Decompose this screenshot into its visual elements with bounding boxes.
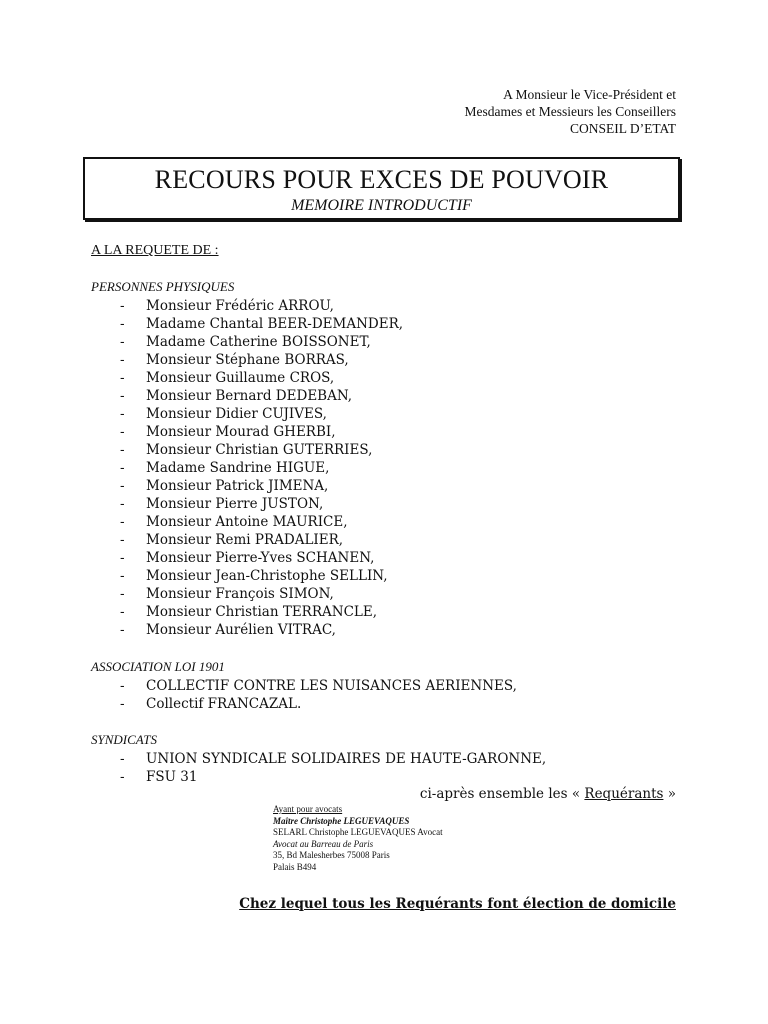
requete-label: A LA REQUETE DE : — [91, 243, 219, 258]
list-item: - Madame Catherine BOISSONET, — [120, 334, 371, 350]
association-list — [120, 677, 517, 713]
list-item: - Monsieur Remi PRADALIER, — [120, 532, 344, 548]
list-item: - Monsieur Christian TERRANCLE, — [120, 604, 378, 620]
list-item: - Monsieur Pierre JUSTON, — [120, 496, 324, 512]
list-item: - FSU 31 — [120, 769, 198, 785]
personnes-list — [120, 297, 403, 639]
election-domicile: Chez lequel tous les Requérants font élection de domicile — [239, 896, 676, 912]
address-line: A Monsieur le Vice-Président et — [503, 87, 676, 102]
section-heading-association: ASSOCIATION LOI 1901 — [91, 659, 225, 674]
requerants-definition: ci-après ensemble les « Requérants » — [419, 786, 676, 802]
list-item: - Collectif FRANCAZAL. — [120, 696, 302, 712]
avocats-block — [273, 804, 443, 873]
list-item: - COLLECTIF CONTRE LES NUISANCES AERIENNES, — [120, 678, 517, 694]
document-title: RECOURS POUR EXCES DE POUVOIR — [154, 165, 609, 194]
list-item: - Monsieur Guillaume CROS, — [120, 370, 335, 386]
list-item: - Monsieur François SIMON, — [120, 586, 334, 602]
document-subtitle: MEMOIRE INTRODUCTIF — [291, 197, 472, 214]
list-item: - Madame Chantal BEER-DEMANDER, — [120, 316, 404, 332]
list-item: - Monsieur Frédéric ARROU, — [120, 298, 334, 314]
avocat-palais: Palais B494 — [273, 861, 317, 872]
avocat-address: 35, Bd Malesherbes 75008 Paris — [273, 850, 390, 860]
list-item: - Monsieur Didier CUJIVES, — [120, 406, 327, 422]
list-item: - Monsieur Aurélien VITRAC, — [120, 622, 336, 638]
syndicats-list — [120, 750, 546, 786]
list-item: - Monsieur Pierre-Yves SCHANEN, — [120, 550, 375, 566]
list-item: - Monsieur Patrick JIMENA, — [120, 478, 329, 494]
list-item: - Monsieur Antoine MAURICE, — [120, 514, 348, 530]
avocat-firm: SELARL Christophe LEGUEVAQUES Avocat — [273, 827, 443, 837]
title-box — [83, 157, 680, 220]
section-heading-personnes: PERSONNES PHYSIQUES — [91, 279, 235, 294]
avocats-label: Ayant pour avocats — [273, 804, 343, 814]
list-item: - UNION SYNDICALE SOLIDAIRES DE HAUTE-GARONNE, — [120, 751, 547, 767]
list-item: - Monsieur Mourad GHERBI, — [120, 424, 336, 440]
requerants-term: Requérants — [584, 786, 664, 802]
address-line: CONSEIL D’ETAT — [569, 121, 676, 136]
list-item: - Monsieur Stéphane BORRAS, — [120, 352, 349, 368]
section-heading-syndicats: SYNDICATS — [91, 732, 157, 747]
list-item: - Monsieur Bernard DEDEBAN, — [120, 388, 353, 404]
list-item: - Madame Sandrine HIGUE, — [120, 460, 330, 476]
avocat-name: Maître Christophe LEGUEVAQUES — [273, 815, 410, 826]
avocat-bar: Avocat au Barreau de Paris — [273, 838, 374, 849]
list-item: - Monsieur Jean-Christophe SELLIN, — [120, 568, 388, 584]
recipient-address — [465, 86, 676, 137]
list-item: - Monsieur Christian GUTERRIES, — [120, 442, 373, 458]
address-line: Mesdames et Messieurs les Conseillers — [464, 104, 676, 119]
